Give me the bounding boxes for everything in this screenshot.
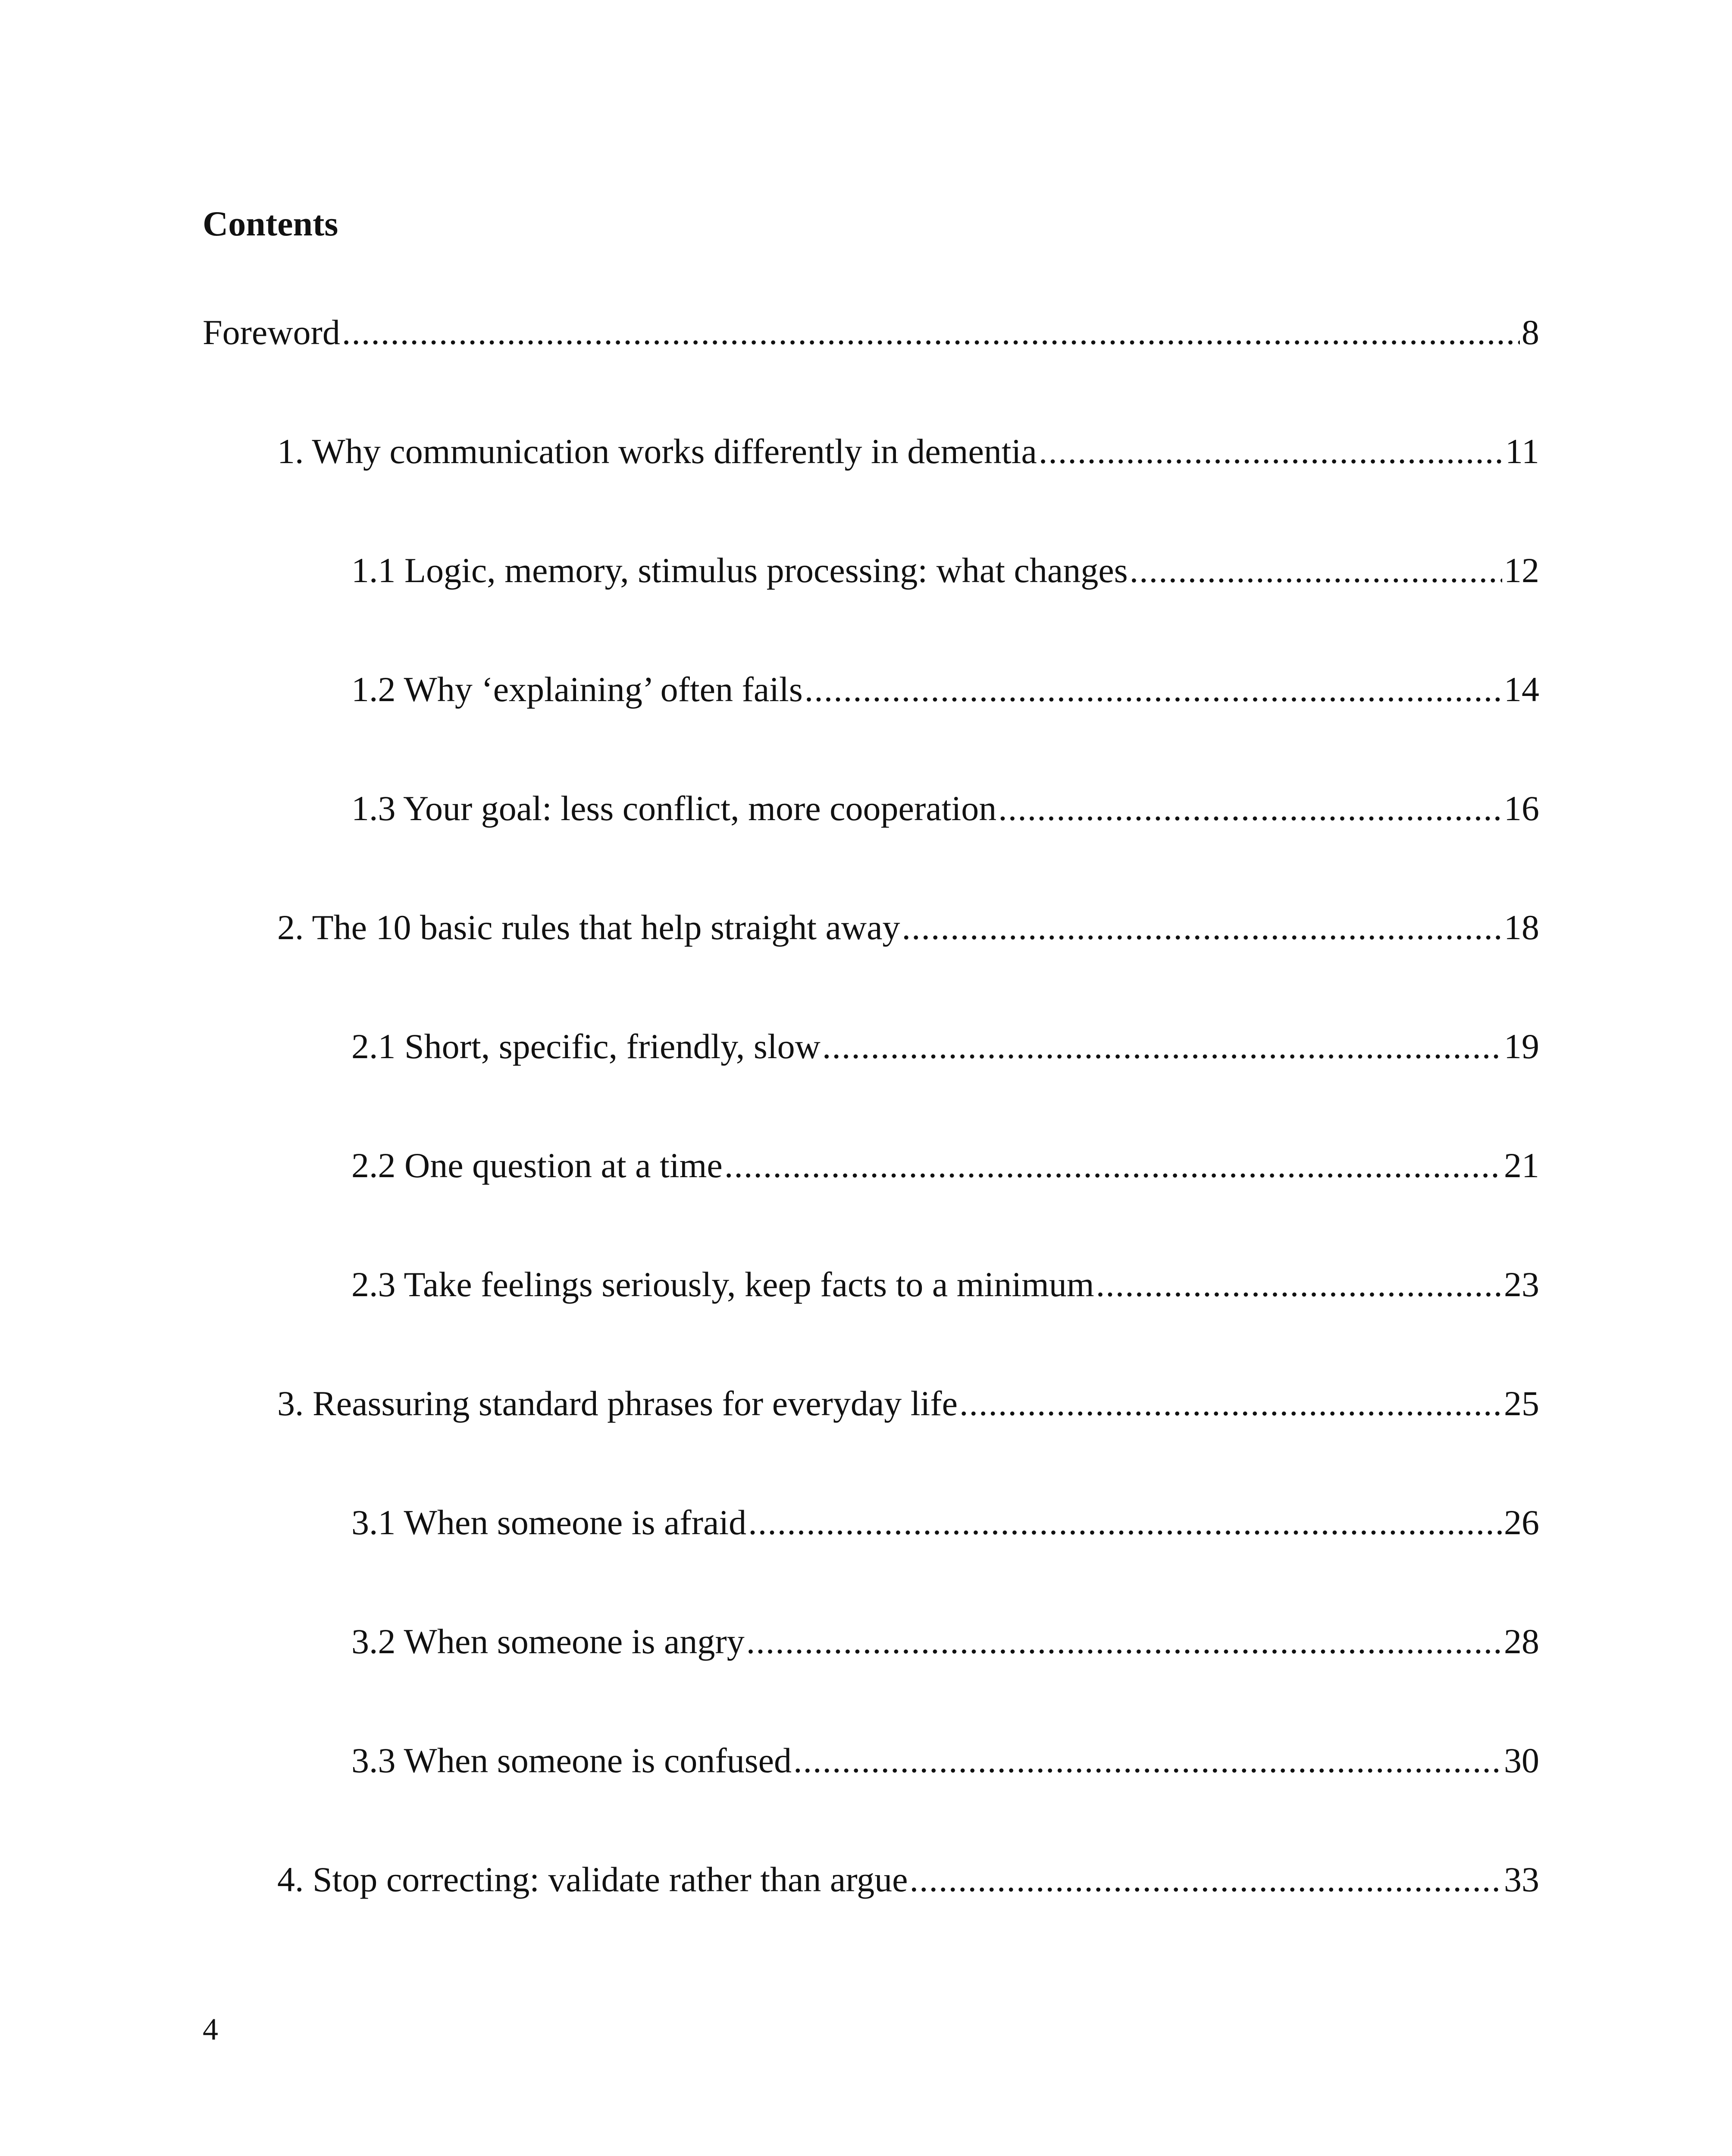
dot-leader — [1130, 553, 1502, 588]
toc-entry-chapter-4[interactable] — [277, 1862, 1539, 1897]
toc-entry-label: 3. Reassuring standard phrases for everyday life — [277, 1384, 958, 1423]
toc-entry-page-number: 8 — [1522, 313, 1539, 352]
toc-entry-page-number: 11 — [1505, 432, 1539, 471]
contents-heading: Contents — [203, 204, 338, 243]
toc-entry-page-number: 26 — [1504, 1503, 1539, 1542]
toc-entry-page-number: 18 — [1504, 908, 1539, 947]
dot-leader — [805, 672, 1502, 707]
toc-entry-section-1-3[interactable] — [351, 791, 1539, 826]
dot-leader — [342, 315, 1520, 350]
toc-entry-label: 1. Why communication works differently in dementia — [277, 432, 1037, 471]
toc-entry-page-number: 21 — [1504, 1146, 1539, 1185]
toc-entry-section-2-3[interactable] — [351, 1267, 1539, 1302]
toc-entry-chapter-2[interactable] — [277, 910, 1539, 945]
dot-leader — [1039, 434, 1503, 469]
dot-leader — [822, 1029, 1502, 1064]
toc-entry-section-1-2[interactable] — [351, 672, 1539, 707]
page-number: 4 — [203, 2012, 218, 2046]
toc-entry-label: 3.1 When someone is afraid — [351, 1503, 747, 1542]
toc-entry-page-number: 28 — [1504, 1622, 1539, 1661]
toc-entry-page-number: 12 — [1504, 551, 1539, 590]
toc-entry-label: 2.2 One question at a time — [351, 1146, 723, 1185]
toc-entry-page-number: 33 — [1504, 1860, 1539, 1899]
toc-entry-section-3-2[interactable] — [351, 1624, 1539, 1659]
dot-leader — [959, 1386, 1502, 1421]
dot-leader — [724, 1148, 1502, 1183]
toc-entry-page-number: 25 — [1504, 1384, 1539, 1423]
toc-entry-page-number: 19 — [1504, 1027, 1539, 1066]
toc-entry-chapter-1[interactable] — [277, 434, 1539, 469]
toc-entry-section-3-1[interactable] — [351, 1505, 1539, 1540]
toc-entry-page-number: 14 — [1504, 670, 1539, 709]
toc-entry-page-number: 30 — [1504, 1741, 1539, 1780]
toc-entry-label: 1.3 Your goal: less conflict, more cooperation — [351, 789, 997, 828]
toc-entry-label: 4. Stop correcting: validate rather than argue — [277, 1860, 908, 1899]
toc-entry-label: 1.1 Logic, memory, stimulus processing: what changes — [351, 551, 1128, 590]
toc-entry-foreword[interactable] — [203, 315, 1539, 350]
toc-entry-label: 1.2 Why ‘explaining’ often fails — [351, 670, 803, 709]
toc-entry-chapter-3[interactable] — [277, 1386, 1539, 1421]
toc-entry-label: 2. The 10 basic rules that help straight away — [277, 908, 900, 947]
toc-entry-label: 2.1 Short, specific, friendly, slow — [351, 1027, 821, 1066]
dot-leader — [793, 1743, 1502, 1778]
toc-entry-page-number: 16 — [1504, 789, 1539, 828]
toc-entry-label: 3.3 When someone is confused — [351, 1741, 792, 1780]
toc-entry-section-2-2[interactable] — [351, 1148, 1539, 1183]
toc-entry-label: Foreword — [203, 313, 340, 352]
toc-entry-section-3-3[interactable] — [351, 1743, 1539, 1778]
dot-leader — [1096, 1267, 1502, 1302]
dot-leader — [748, 1505, 1502, 1540]
dot-leader — [746, 1624, 1502, 1659]
toc-entry-label: 2.3 Take feelings seriously, keep facts to a minimum — [351, 1265, 1094, 1304]
toc-entry-label: 3.2 When someone is angry — [351, 1622, 745, 1661]
toc-entry-section-1-1[interactable] — [351, 553, 1539, 588]
dot-leader — [902, 910, 1503, 945]
dot-leader — [998, 791, 1502, 826]
toc-entry-page-number: 23 — [1504, 1265, 1539, 1304]
toc-entry-section-2-1[interactable] — [351, 1029, 1539, 1064]
dot-leader — [910, 1862, 1502, 1897]
